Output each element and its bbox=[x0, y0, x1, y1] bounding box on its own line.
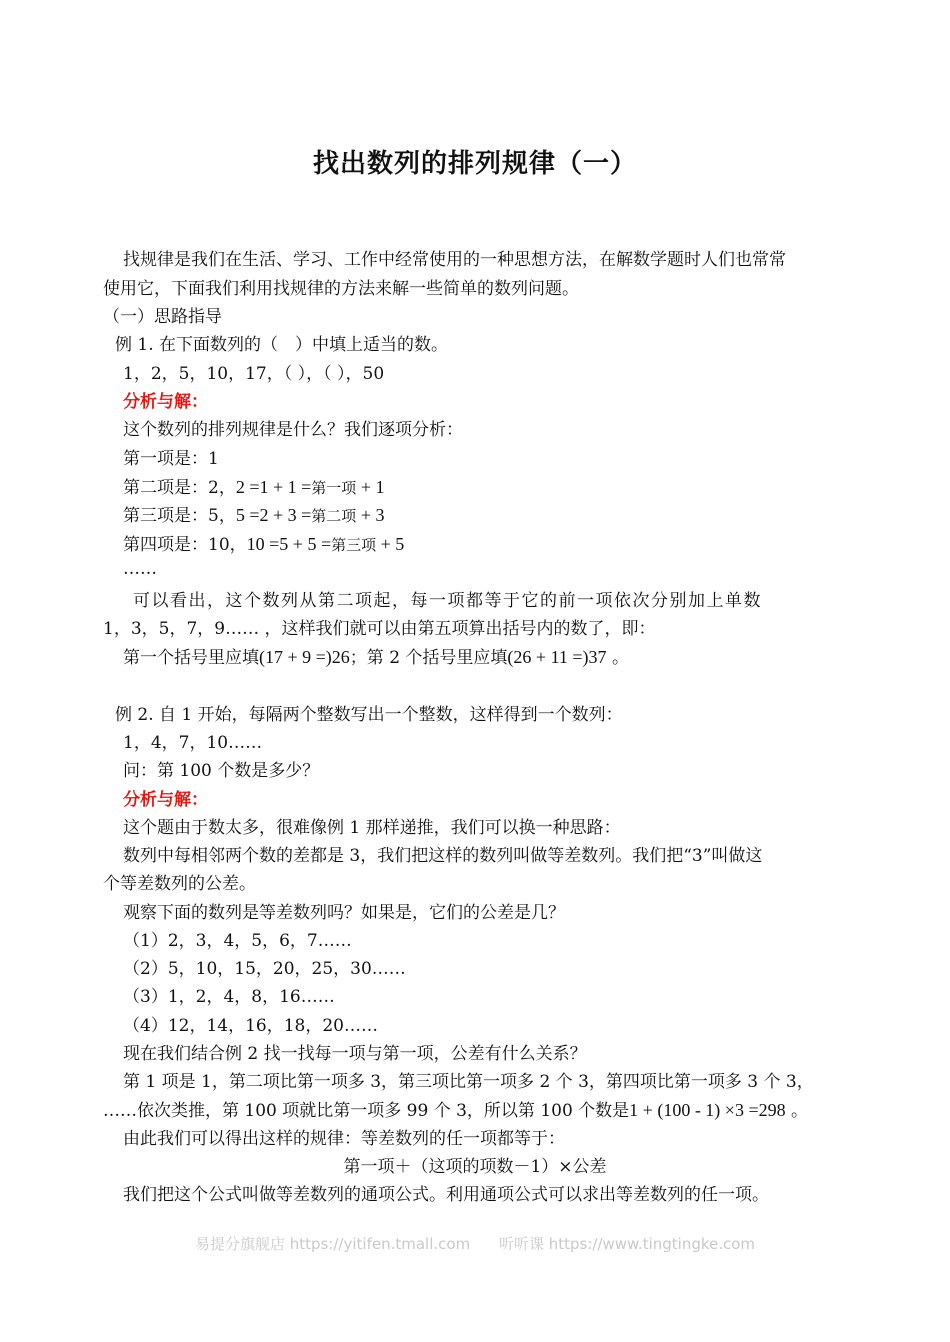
example2-reason-line-1: 第 1 项是 1，第二项比第一项多 3，第三项比第一项多 2 个 3，第四项比第一项多 3 个 3， bbox=[123, 1072, 814, 1092]
list-item: （3）1，2，4，8，16…… bbox=[123, 987, 335, 1007]
example2-closing: 我们把这个公式叫做等差数列的通项公式。利用通项公式可以求出等差数列的任一项。 bbox=[123, 1185, 769, 1205]
term3-math: 5 =2 + 3 = bbox=[235, 505, 312, 525]
example1-conclusion-line-2: 1，3，5，7，9…… ，这样我们就可以由第五项算出括号内的数了，即： bbox=[103, 619, 656, 639]
reason-text: ……依次类推，第 100 项就比第一项多 99 个 3，所以第 100 个数是 bbox=[103, 1101, 630, 1121]
term3-tail: + 3 bbox=[356, 505, 385, 525]
footer-right-link[interactable]: 听听课 https://www.tingtingke.com bbox=[498, 1235, 756, 1253]
example1-conclusion-line-1: 可以看出，这个数列从第二项起，每一项都等于它的前一项依次分别加上单数 bbox=[133, 591, 762, 611]
footer-watermark bbox=[0, 1233, 950, 1254]
footer-left-link[interactable]: 易提分旗舰店 https://yitifen.tmall.com bbox=[194, 1235, 471, 1253]
term4-math: 10 =5 + 5 = bbox=[246, 534, 332, 554]
example2-def-line-1: 数列中每相邻两个数的差都是 3，我们把这样的数列叫做等差数列。我们把“3”叫做这 bbox=[123, 846, 763, 866]
answer-end: 。 bbox=[606, 648, 629, 668]
reason-end: 。 bbox=[785, 1101, 809, 1121]
example2-ask: 问：第 100 个数是多少？ bbox=[123, 761, 320, 781]
example2-def-line-2: 个等差数列的公差。 bbox=[103, 874, 256, 894]
example1-lead: 这个数列的排列规律是什么？我们逐项分析： bbox=[123, 420, 463, 440]
example1-term1: 第一项是：1 bbox=[123, 449, 219, 469]
list-item: （1）2，3，4，5，6，7…… bbox=[123, 931, 352, 951]
term3-word: 第二项 bbox=[311, 507, 357, 525]
general-term-formula: 第一项＋（这项的项数－1）×公差 bbox=[343, 1157, 607, 1177]
example2-analysis-label: 分析与解： bbox=[123, 790, 208, 810]
term2-math: 2 =1 + 1 = bbox=[235, 477, 312, 497]
intro-line-1: 找规律是我们在生活、学习、工作中经常使用的一种思想方法，在解数学题时人们也常常 bbox=[123, 250, 786, 270]
term2-word: 第一项 bbox=[311, 479, 357, 497]
example2-sequence: 1，4，7，10…… bbox=[123, 733, 263, 753]
example1-term4 bbox=[123, 534, 404, 555]
example2-lead: 这个题由于数太多，很难像例 1 那样递推，我们可以换一种思路： bbox=[123, 818, 621, 838]
answer-math-1: (17 + 9 =)26 bbox=[259, 647, 350, 667]
example1-answer bbox=[123, 647, 629, 668]
example1-question: 例 1. 在下面数列的（ ）中填上适当的数。 bbox=[115, 335, 449, 355]
answer-math-2: (26 + 11 =)37 bbox=[507, 647, 607, 667]
term4-word: 第三项 bbox=[331, 536, 377, 554]
example2-combine: 现在我们结合例 2 找一找每一项与第一项，公差有什么关系？ bbox=[123, 1044, 587, 1064]
example1-term3 bbox=[123, 505, 384, 526]
reason-math: 1 + (100 - 1) ×3 =298 bbox=[629, 1100, 786, 1120]
list-item: （2）5，10，15，20，25，30…… bbox=[123, 959, 406, 979]
example1-ellipsis: …… bbox=[123, 559, 157, 579]
list-item: （4）12，14，16，18，20…… bbox=[123, 1016, 378, 1036]
example2-rule-lead: 由此我们可以得出这样的规律：等差数列的任一项都等于： bbox=[123, 1129, 565, 1149]
term3-text: 第三项是：5， bbox=[123, 506, 236, 526]
term2-tail: + 1 bbox=[356, 477, 385, 497]
example1-sequence: 1，2，5，10，17，（ ），（ ），50 bbox=[123, 364, 385, 384]
answer-text-2: ；第 2 个括号里应填 bbox=[349, 648, 508, 668]
term4-tail: + 5 bbox=[376, 534, 405, 554]
section-heading: （一）思路指导 bbox=[103, 307, 222, 327]
answer-text-1: 第一个括号里应填 bbox=[123, 648, 259, 668]
example1-analysis-label: 分析与解： bbox=[123, 392, 208, 412]
page-title: 找出数列的排列规律（一） bbox=[312, 149, 637, 179]
example2-observe: 观察下面的数列是等差数列吗？如果是，它们的公差是几？ bbox=[123, 903, 565, 923]
example2-question: 例 2. 自 1 开始，每隔两个整数写出一个整数，这样得到一个数列： bbox=[115, 705, 623, 725]
example1-term2 bbox=[123, 477, 384, 498]
intro-line-2: 使用它，下面我们利用找规律的方法来解一些简单的数列问题。 bbox=[103, 279, 579, 299]
term2-text: 第二项是：2， bbox=[123, 478, 236, 498]
example2-reason-line-2 bbox=[103, 1100, 808, 1121]
term4-text: 第四项是：10， bbox=[123, 535, 247, 555]
